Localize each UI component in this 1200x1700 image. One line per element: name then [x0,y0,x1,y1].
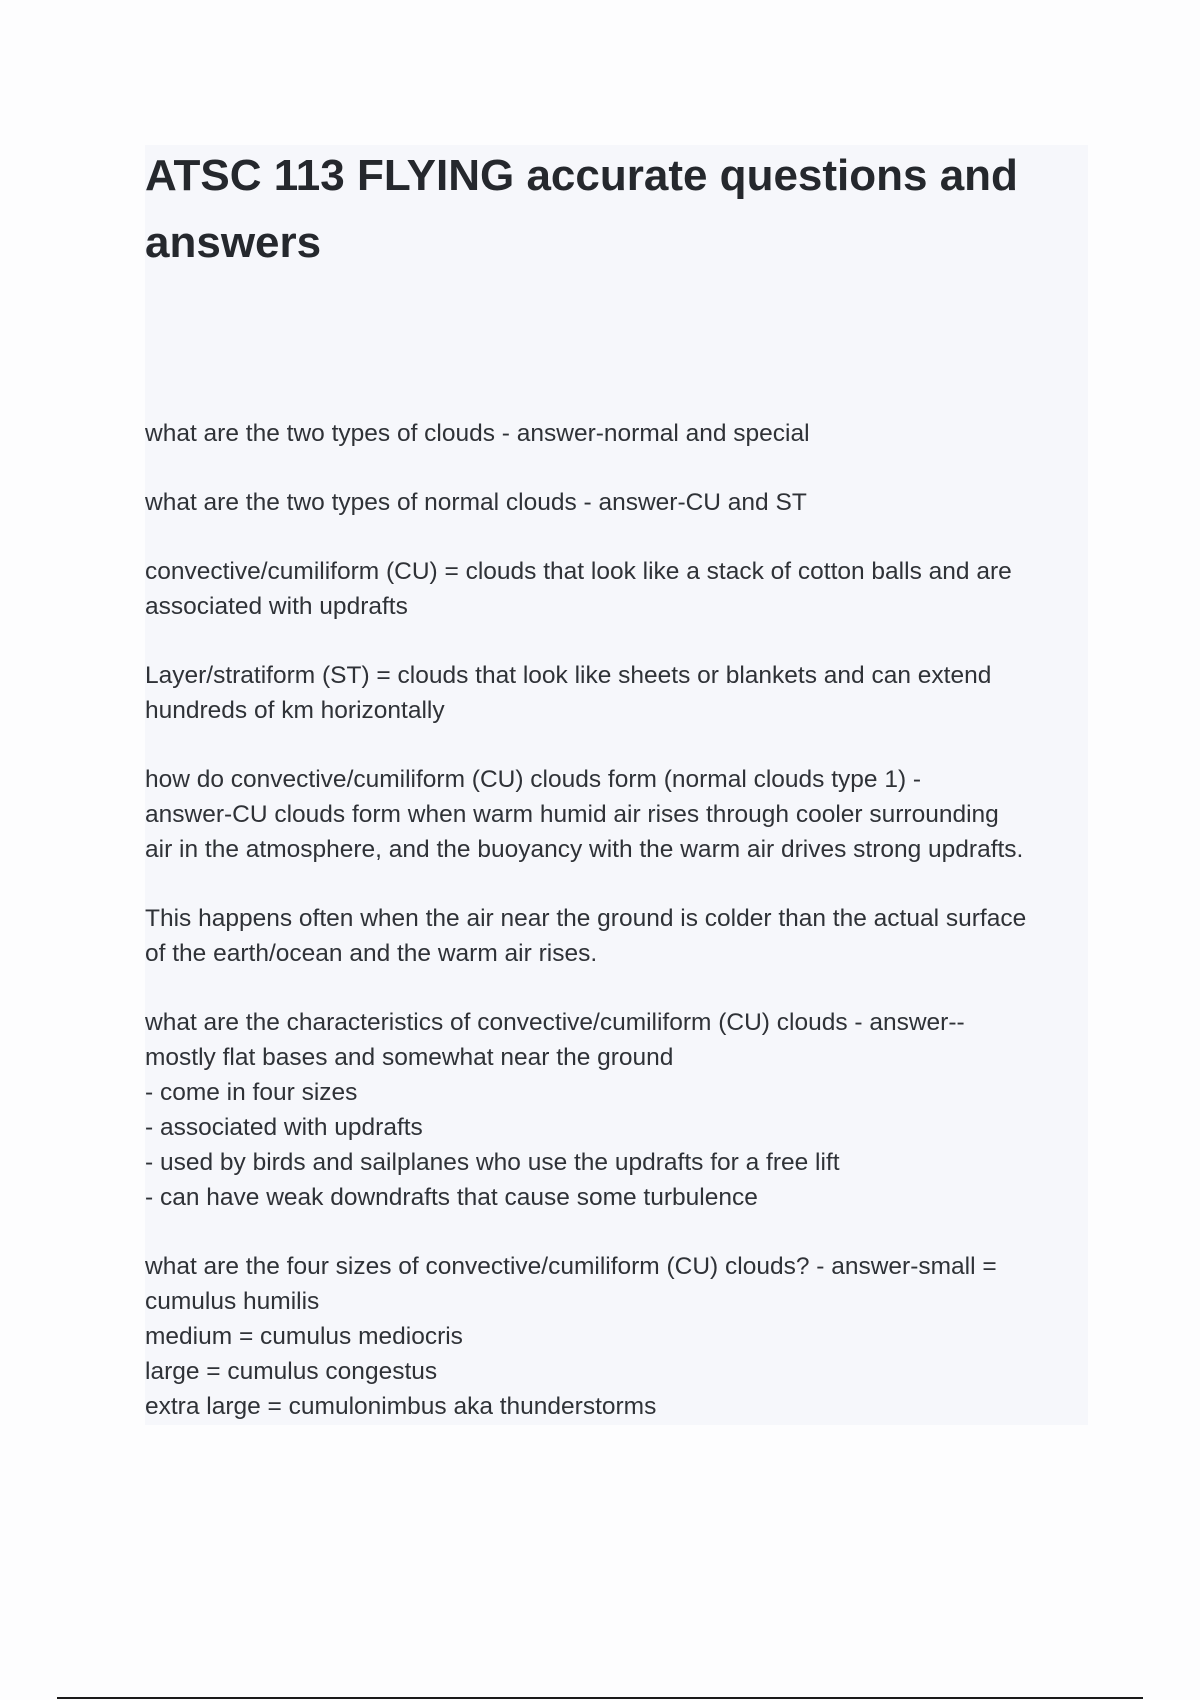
qa-entry-stratiform-definition: Layer/stratiform (ST) = clouds that look like sheets or blankets and can extend hundreds of km horizontally [145,662,992,724]
qa-entry-cu-formation-note: This happens often when the air near the ground is colder than the actual surface of the earth/ocean and the warm air rises. [145,905,1027,967]
qa-entry-cu-characteristics: what are the characteristics of convective/cumiliform (CU) clouds - answer-- mostly flat bases and somewhat near the ground - come in four sizes - associated with updrafts - used by birds and sailplanes who use the updrafts for a free lift - can have weak downdrafts that cause some turbulence [145,1009,965,1211]
qa-entry-cu-formation: how do convective/cumiliform (CU) clouds form (normal clouds type 1) - answer-CU clouds form when warm humid air rises through cooler surrounding air in the atmosphere, and the buoyancy with the warm air drives strong updrafts. [145,766,1024,863]
qa-entry-normal-cloud-types: what are the two types of normal clouds - answer-CU and ST [145,489,807,516]
footer-divider [57,1697,1143,1699]
qa-entries [145,416,1090,1458]
document-title: ATSC 113 FLYING accurate questions and answers [145,151,1018,267]
qa-entry-cumiliform-definition: convective/cumiliform (CU) = clouds that look like a stack of cotton balls and are associated with updrafts [145,558,1012,620]
qa-entry-cu-sizes: what are the four sizes of convective/cumiliform (CU) clouds? - answer-small = cumulus humilis medium = cumulus mediocris large = cumulus congestus extra large = cumulonimbus aka thunderstorms [145,1253,997,1420]
qa-entry-cloud-types: what are the two types of clouds - answer-normal and special [145,420,810,447]
